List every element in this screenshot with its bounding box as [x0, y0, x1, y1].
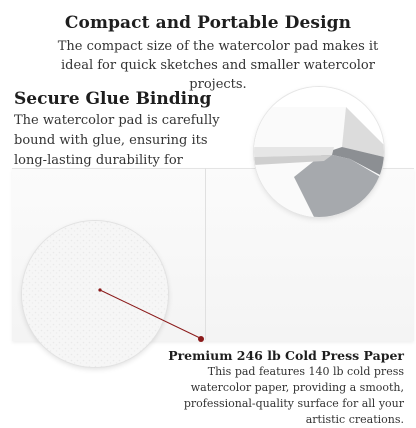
- premium-paper-description: This pad features 140 lb cold press watercolor paper, providing a smooth, professional-quality surface for all your artistic creations.: [183, 365, 404, 426]
- glue-binding-description: The watercolor pad is carefully bound with glue, ensuring its long-lasting durability for: [14, 113, 220, 168]
- compact-design-description: The compact size of the watercolor pad makes it ideal for quick sketches and smaller watercolor projects.: [57, 39, 379, 92]
- glue-binding-title: Secure Glue Binding: [14, 89, 212, 109]
- pointer-dot: [198, 336, 204, 342]
- compact-design-title: Compact and Portable Design: [64, 13, 352, 33]
- premium-paper-title: Premium 246 lb Cold Press Paper: [168, 348, 404, 363]
